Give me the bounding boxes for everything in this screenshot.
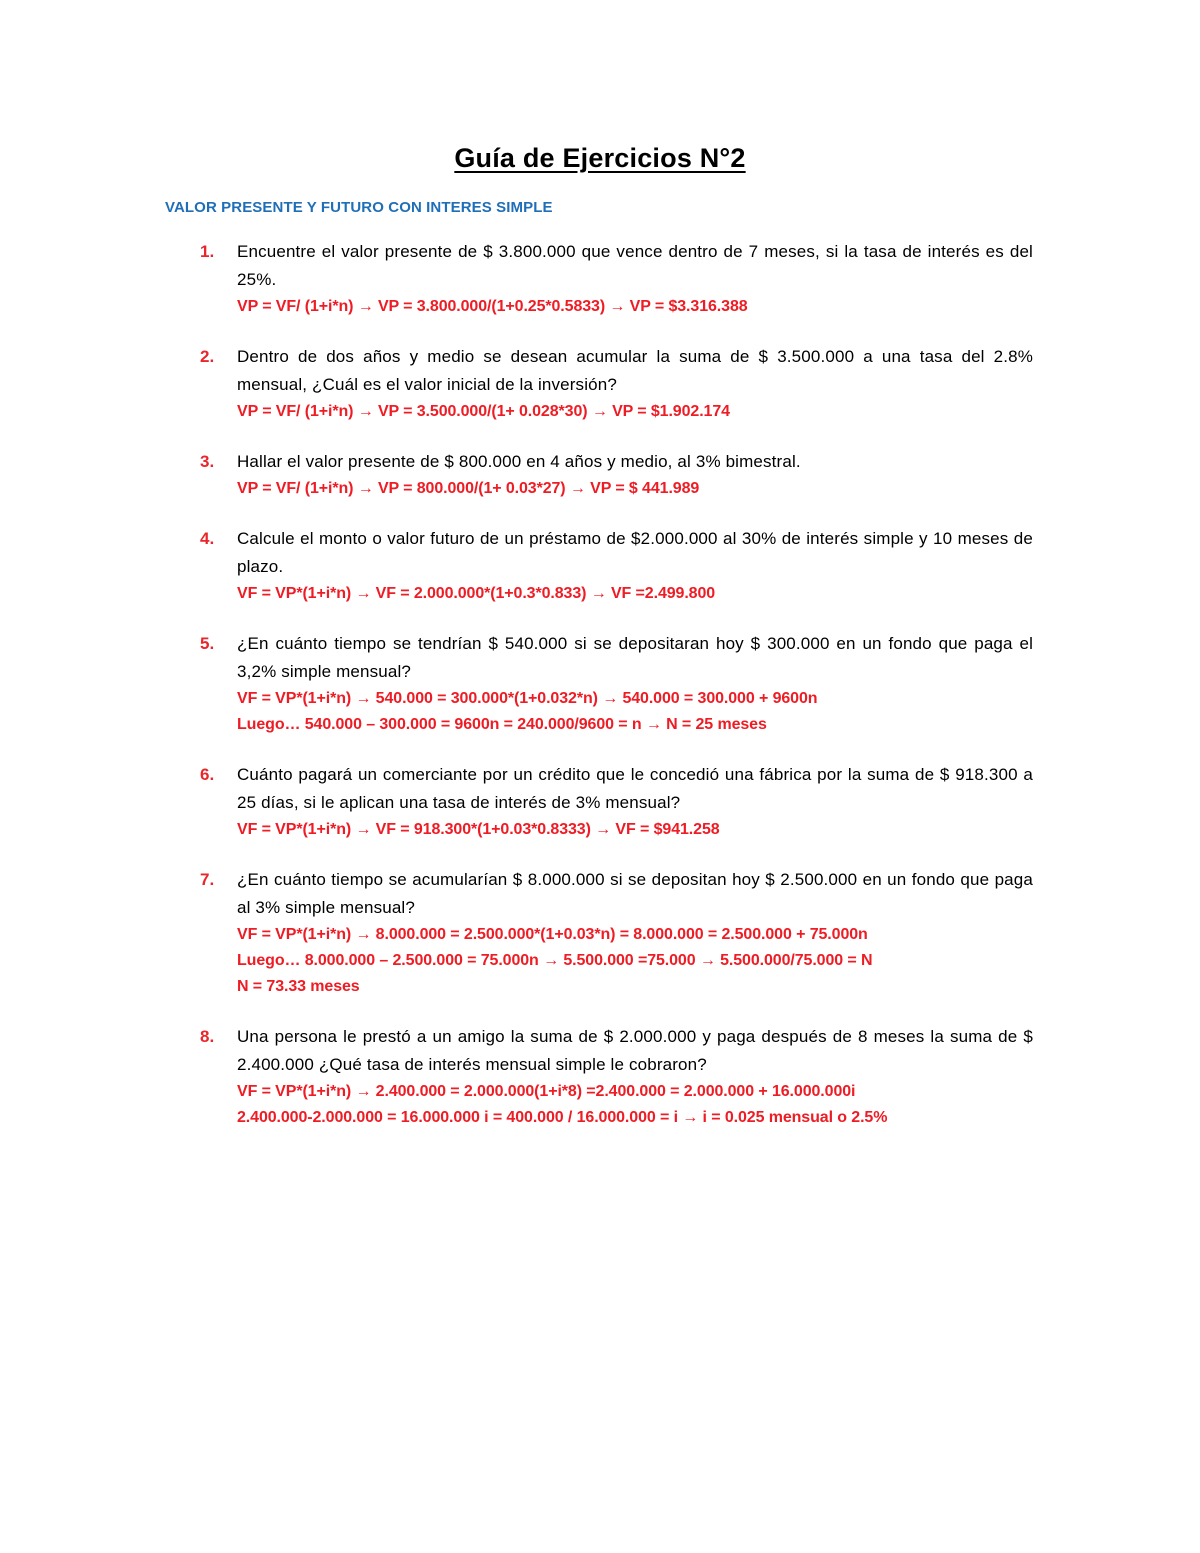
- exercise-answer-line: Luego… 540.000 – 300.000 = 9600n = 240.000/9600 = n → N = 25 meses: [237, 716, 767, 733]
- exercise-answer-line: VF = VP*(1+i*n) → VF = 2.000.000*(1+0.3*0.833) → VF =2.499.800: [237, 585, 716, 602]
- exercise-number: 7.: [200, 870, 215, 889]
- exercise-question: Encuentre el valor presente de $ 3.800.000 que vence dentro de 7 meses, si la tasa de interés es del 25%.: [237, 242, 1033, 289]
- exercise-body: [237, 1023, 1033, 1131]
- exercise-body: [237, 525, 1033, 607]
- exercise-number: 8.: [200, 1027, 215, 1046]
- exercise-item: [0, 238, 1200, 320]
- exercise-number: 3.: [200, 452, 215, 471]
- exercise-answer-line: Luego… 8.000.000 – 2.500.000 = 75.000n → 5.500.000 =75.000 → 5.500.000/75.000 = N: [237, 952, 873, 969]
- exercise-body: [237, 761, 1033, 843]
- exercise-item: [0, 448, 1200, 502]
- exercise-item: [0, 866, 1200, 1000]
- exercise-number: 2.: [200, 347, 215, 366]
- exercise-question: Una persona le prestó a un amigo la suma de $ 2.000.000 y paga después de 8 meses la suma de $ 2.400.000 ¿Qué tasa de interés mensual simple le cobraron?: [237, 1027, 1033, 1074]
- exercise-item: [0, 630, 1200, 738]
- exercise-item: [0, 1023, 1200, 1131]
- exercise-answer-line: VP = VF/ (1+i*n) → VP = 3.500.000/(1+ 0.028*30) → VP = $1.902.174: [237, 403, 730, 420]
- exercise-answer-line: 2.400.000-2.000.000 = 16.000.000 i = 400.000 / 16.000.000 = i → i = 0.025 mensual o 2.5%: [237, 1109, 888, 1126]
- exercise-question: Hallar el valor presente de $ 800.000 en 4 años y medio, al 3% bimestral.: [237, 452, 801, 471]
- exercise-number: 4.: [200, 529, 215, 548]
- exercise-question: Dentro de dos años y medio se desean acumular la suma de $ 3.500.000 a una tasa del 2.8% mensual, ¿Cuál es el valor inicial de la inversión?: [237, 347, 1033, 394]
- exercise-answer-line: VP = VF/ (1+i*n) → VP = 3.800.000/(1+0.25*0.5833) → VP = $3.316.388: [237, 298, 748, 315]
- exercise-number: 1.: [200, 242, 215, 261]
- exercise-item: [0, 761, 1200, 843]
- exercise-number: 5.: [200, 634, 215, 653]
- exercise-answer-line: VF = VP*(1+i*n) → VF = 918.300*(1+0.03*0.8333) → VF = $941.258: [237, 821, 720, 838]
- exercise-answer-line: N = 73.33 meses: [237, 978, 360, 995]
- exercise-answer-line: VF = VP*(1+i*n) → 2.400.000 = 2.000.000(1+i*8) =2.400.000 = 2.000.000 + 16.000.000i: [237, 1083, 856, 1100]
- exercise-answer-line: VF = VP*(1+i*n) → 540.000 = 300.000*(1+0.032*n) → 540.000 = 300.000 + 9600n: [237, 690, 818, 707]
- exercise-body: [237, 448, 1033, 502]
- exercise-body: [237, 630, 1033, 738]
- exercise-question: Cuánto pagará un comerciante por un crédito que le concedió una fábrica por la suma de $ 918.300 a 25 días, si le aplican una tasa de interés de 3% mensual?: [237, 765, 1033, 812]
- section-heading: VALOR PRESENTE Y FUTURO CON INTERES SIMPLE: [165, 199, 553, 216]
- exercise-item: [0, 343, 1200, 425]
- exercise-answer-line: VP = VF/ (1+i*n) → VP = 800.000/(1+ 0.03*27) → VP = $ 441.989: [237, 480, 700, 497]
- exercise-list: [0, 238, 1200, 1154]
- exercise-question: Calcule el monto o valor futuro de un préstamo de $2.000.000 al 30% de interés simple y 10 meses de plazo.: [237, 529, 1033, 576]
- exercise-question: ¿En cuánto tiempo se tendrían $ 540.000 si se depositaran hoy $ 300.000 en un fondo que paga el 3,2% simple mensual?: [237, 634, 1033, 681]
- exercise-body: [237, 343, 1033, 425]
- exercise-question: ¿En cuánto tiempo se acumularían $ 8.000.000 si se depositan hoy $ 2.500.000 en un fondo que paga al 3% simple mensual?: [237, 870, 1033, 917]
- exercise-body: [237, 866, 1033, 1000]
- exercise-answer-line: VF = VP*(1+i*n) → 8.000.000 = 2.500.000*(1+0.03*n) = 8.000.000 = 2.500.000 + 75.000n: [237, 926, 868, 943]
- page-title: Guía de Ejercicios N°2: [454, 143, 746, 173]
- exercise-number: 6.: [200, 765, 215, 784]
- exercise-body: [237, 238, 1033, 320]
- exercise-item: [0, 525, 1200, 607]
